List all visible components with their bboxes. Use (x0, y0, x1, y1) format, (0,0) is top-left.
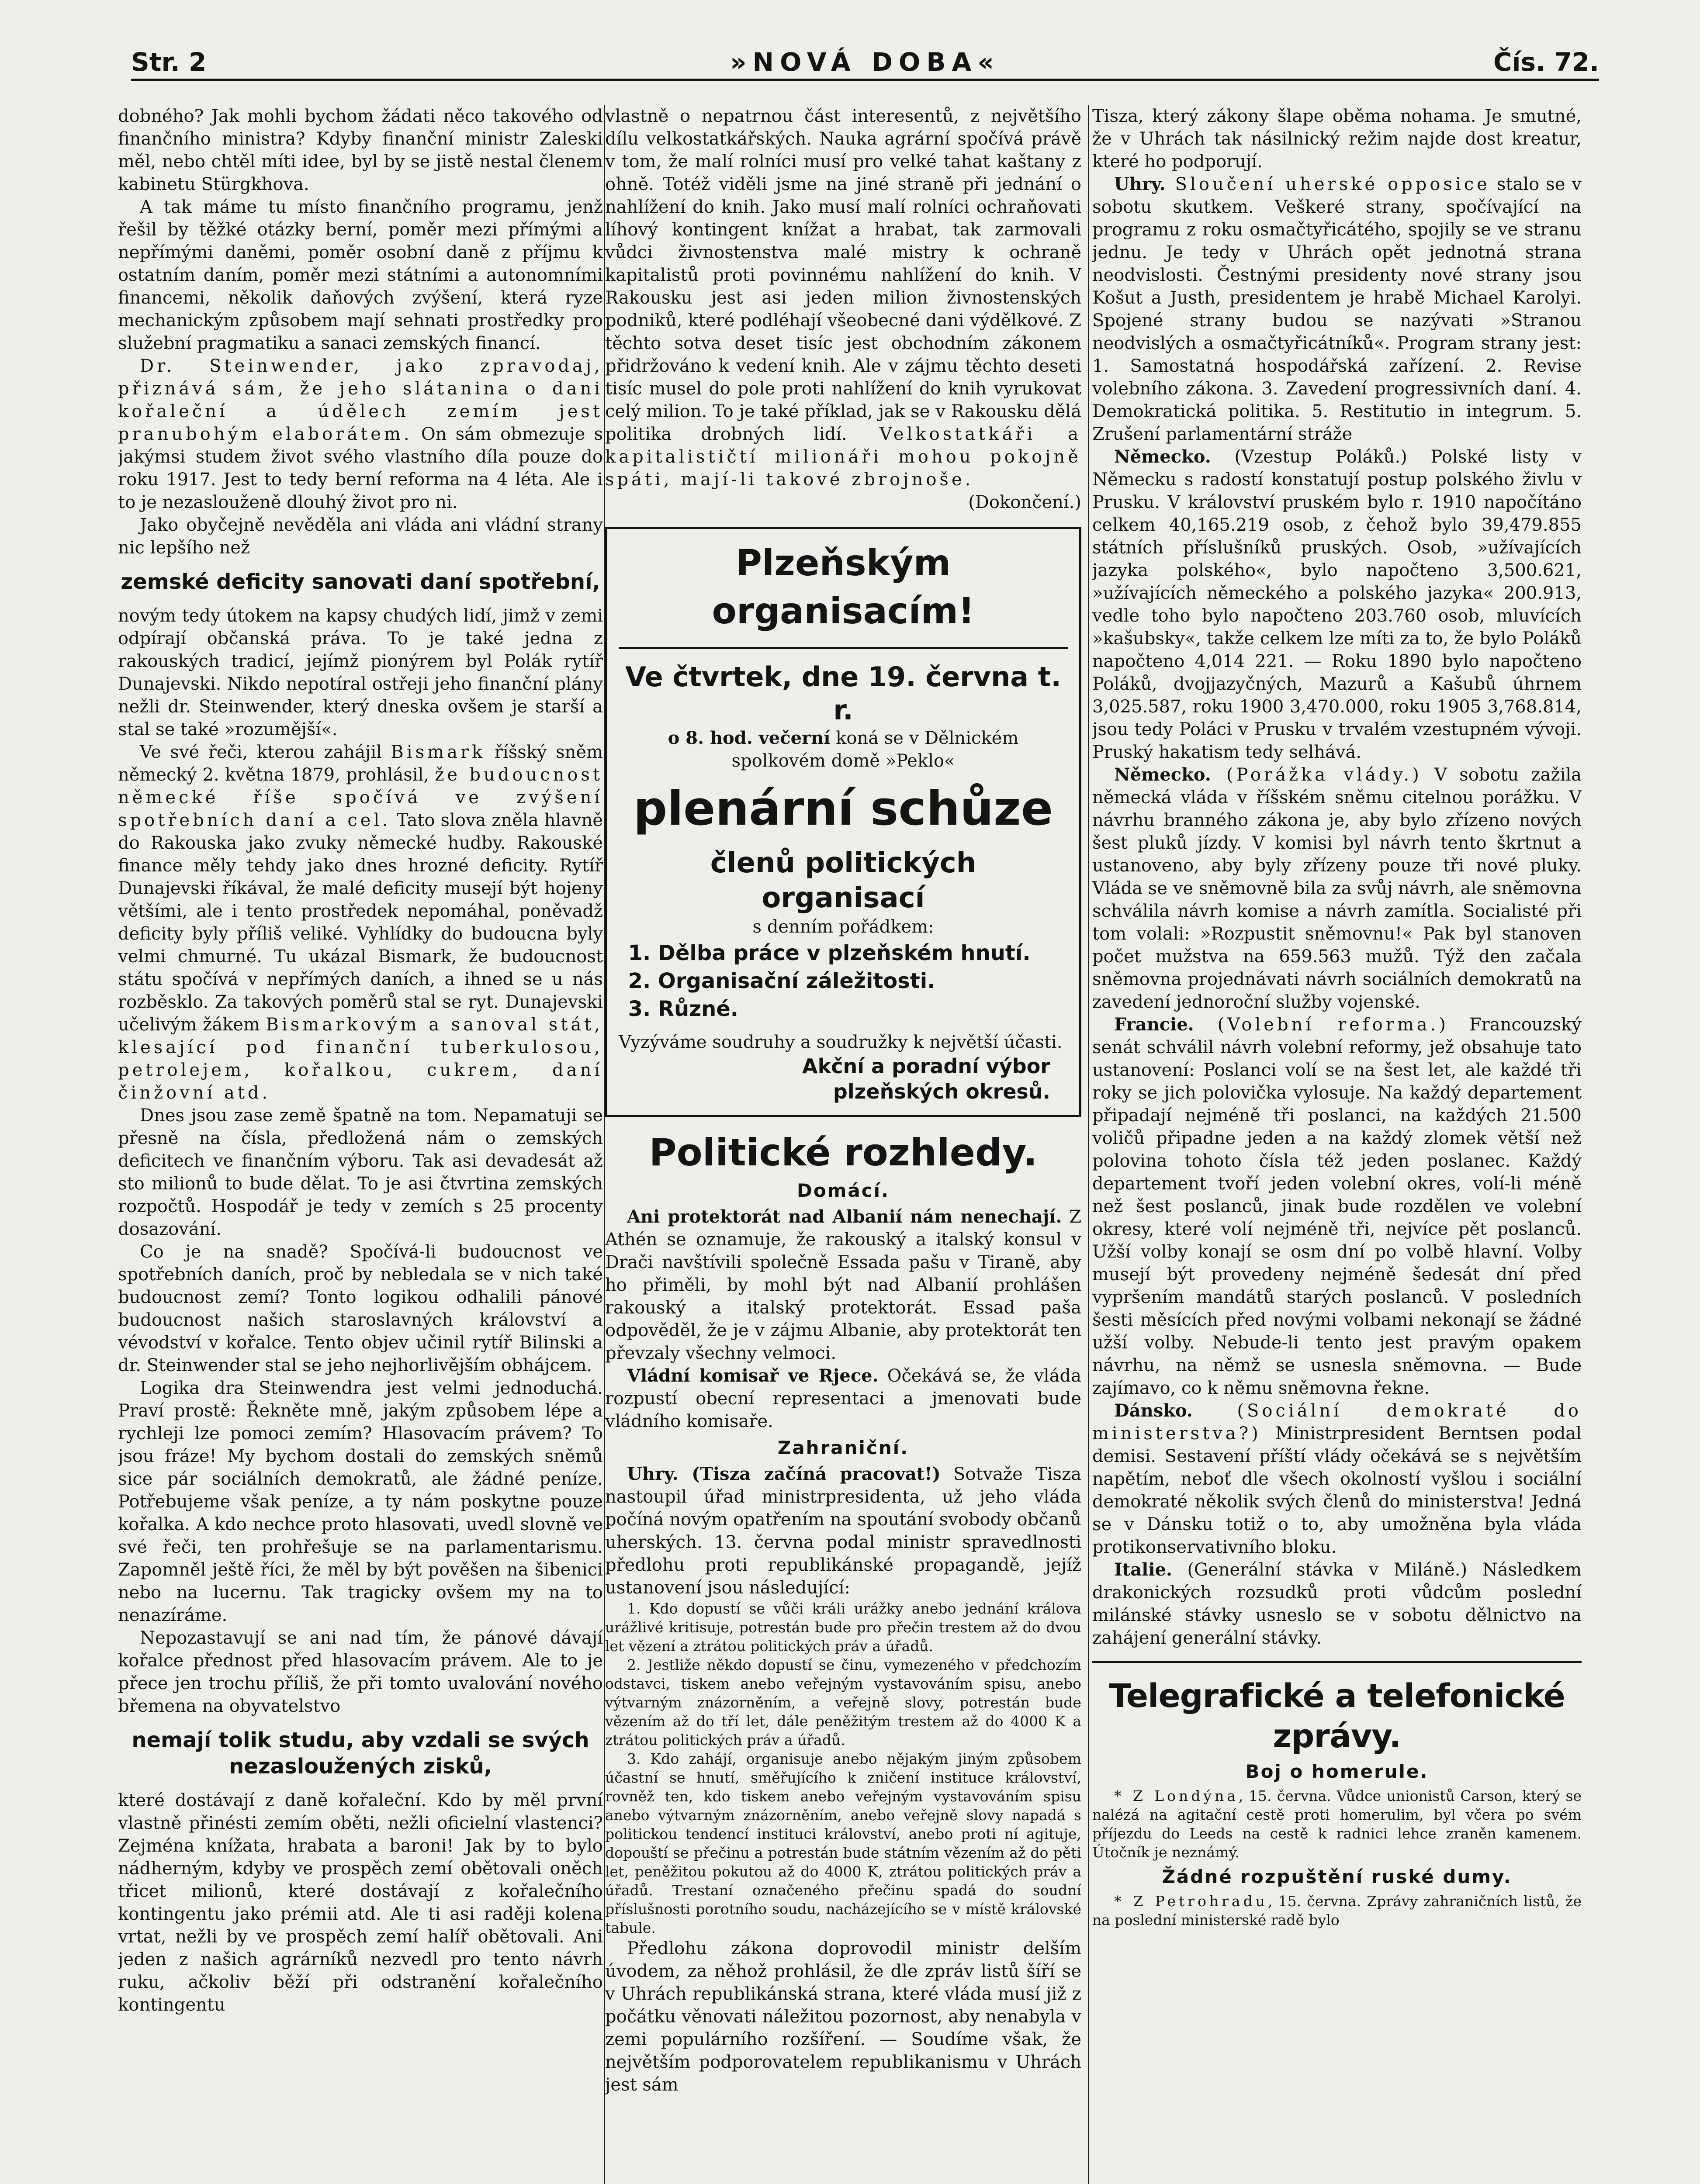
announcement-event: plenární schůze (633, 781, 1053, 836)
text: On sám obmezuje s jakýmsi studem život svého vlastního díla pouze do roku 1917. Jest to tedy berní reforma na 4 léta. Ale i to je nezaslouženě dlouhý život pro ni. (118, 424, 603, 512)
item-heading: Německo. (1114, 764, 1211, 785)
paragraph (118, 741, 603, 1104)
masthead: »NOVÁ DOBA« (730, 47, 1000, 77)
paragraph (1092, 764, 1582, 1013)
text: , 15. června. Zprávy zahraničních listů, že na poslední ministerské radě bylo (1092, 1893, 1582, 1928)
divider (619, 647, 1068, 649)
column-divider (1088, 105, 1089, 2184)
text: Tato slova zněla hlavně do Rakouska jako zvuky německé hudby. Rakouské finance měly tehdy jako dnes hrozné deficity. Rytíř Dunajevski říkával, že malé deficity musejí být hojeny většími, ale i tento prostředek nepomáhal, poněvadž deficity byly příliš veliké. Vyhlídky do budoucna byly velmi chmurné. Tu ukázal Bismark, že budoucnost státu spočívá v nepřímých daních, a ihned se u nás rozběsklo. Za takových poměrů stal se ryt. Dunajevski učelivým žákem (118, 810, 603, 1035)
text: Polské listy v Německu s radostí konstatují postup polského živlu v Prusku. V království pruském bylo r. 1910 napočítáno celkem 40,165.219 osob, z čehož bylo 39,479.855 státních příslušníků pruských. Osob, »užívajících jazyka polského«, bylo napočteno 3,500.621, »užívajících německého a polského jazyka« 200.913, vedle toho bylo napočteno 203.760 osob, mluvících »kašubsky«, takže celkem lze míti za to, že bylo Poláků napočteno 4,014 221. — Roku 1890 bylo napočteno Poláků, dvojjazyčných, Mazurů a Kašubů úhrnem 3,025.587, roku 1900 3,470.000, roku 1905 3,768.814, jsou tedy Poláci v Prusku v trvalém vzestupném vývoji. Pruský hakatism tedy selhává. (1092, 447, 1582, 762)
text: stalo se v sobotu skutkem. Veškeré strany, spočívající na programu z roku osmačtyřicátého, spojily se ve stranu jednu. Je tedy v Uhrách opět jednotná strana neodvislosti. Čestnými presidenty nové strany jsou Košut a Justh, presidentem je hrabě Michael Karolyi. Spojené strany budou se nazývati »Stranou neodvislých a osmačtyřicátníků«. Program strany jest: 1. Samostatná hospodářská zařízení. 2. Revise volebního zákona. 3. Zavedení progressivních daní. 4. Demokratická politika. 5. Restitutio in integrum. 5. Zrušení parlamentární stráže (1092, 174, 1582, 444)
law-paragraph: 3. Kdo zahájí, organisuje anebo nějakým jiným způsobem účastní se hnutí, směřujícího k zničení instituce království, rovněž ten, kdo tiskem anebo veřejným vystavováním spisu anebo výtvarným znázorněním, anebo veřejně slovy napadá s politickou tendencí instituci království, anebo proti ní agituje, dopouští se přečinu a potrestán bude státním vězením až do pěti let, peněžitou pokutou až do 4000 K, ztrátou politických práv a úřadů. Trestaní označeného přečinu spadá do soudní příslušnosti porotního soudu, nacházejícího se v místě královské tabule. (605, 1750, 1081, 1936)
text: Sotvaže Tisza nastoupil úřad ministrpresidenta, už jeho vláda počíná novým opatřením na spoutání svobody občanů uherských. 13. června podal ministr spravedlnosti předlohu proti republikánské propagandě, jejíž ustanovení jsou následující: (605, 1464, 1081, 1598)
announcement-date: Ve čtvrtek, dne 19. června t. r. (625, 661, 1061, 726)
text: Ve své řeči, kterou zahájil (140, 742, 391, 762)
text: Následkem drakonických rozsudků proti vůdcům poslední milánské stávky usneslo se v sobotu dělnictvo na zahájení generální stávky. (1092, 1560, 1582, 1648)
agenda-intro: s denním pořádkem: (752, 917, 934, 937)
agenda-item: 2. Organisační záležitosti. (658, 968, 1068, 994)
spaced-text: (Porážka vlády.) (1211, 765, 1422, 785)
paragraph (605, 1365, 1081, 1433)
paragraph: Předlohu zákona doprovodil ministr delším úvodem, za něhož prohlásil, že dle zpráv listů šíří se v Uhrách republikánská strana, které vláda musí již z počátku věnovati náležitou pozornost, aby nenabyla v zemi populárního rozšíření. — Soudíme však, že největším podporovatelem republikanismu v Uhrách jest sám (605, 1939, 1081, 2095)
paragraph: A tak máme tu místo finančního programu, jenž řešil by těžké otázky berní, poměr mezi přímými a nepřímými daněmi, poměr osobní daně z příjmu k ostatním daním, poměr mezi státními a autonomními financemi, několik daňových zvýšení, která ryze mechanickým způsobem mají sehnati prostředky pro služební pragmatiku a sanaci zemských financí. (118, 197, 603, 353)
agenda-item: 3. Různé. (658, 996, 1068, 1022)
paragraph: Tisza, který zákony šlape oběma nohama. Je smutné, že v Uhrách tak násilnický režim najde dost kreatur, které ho podporují. (1092, 106, 1582, 172)
paragraph: Jako obyčejně nevěděla ani vláda ani vládní strany nic lepšího než (118, 515, 603, 558)
signature: Akční a poradní výbor (802, 1054, 1050, 1078)
paragraph (1092, 446, 1582, 764)
dateline: * Z Londýna (1114, 1787, 1239, 1804)
text: vlastně o nepatrnou část interesentů, z největšího dílu velkostatkářských. Nauka agrární spočívá právě v tom, že malí rolníci musí pro velké tahat kaštany z ohně. Totéž viděli jsme na jiné straně při jednání o nahlížení do knih. Jako musí malí rolníci ochraňovati líhový kontingent knížat a hrabat, tak zarmovali vůdci živnostenstva malé mistry k ochraně kapitalistů proti povinnému nahlížení do knih. V Rakousku jest asi jeden milion živnostenských podniků, které podléhají všeobecné dani výdělkové. Z těchto sotva deset tisíc jest obchodním zákonem přidržováno k vedení knih. Ale v zájmu těchto deseti tisíc musel do pole proti nahlížení do knih vyrukovat celý milion. To je také příklad, jak se v Rakousku dělá politika drobných lidí. (605, 106, 1081, 444)
paragraph: Nepozastavují se ani nad tím, že pánové dávají kořalce přednost před hlasovacím právem. Ale to je přece jen trochu příliš, že při tomto uvalování nového břemena na obyvatelstvo (118, 1628, 603, 1716)
paragraph (605, 1206, 1081, 1365)
section-title: Telegrafické a telefonické zprávy. (1109, 1677, 1565, 1755)
spaced-text: (Volební reforma.) (1194, 1015, 1449, 1035)
column-2 (605, 105, 1081, 2184)
issue-number: Čís. 72. (1493, 47, 1599, 77)
announcement-box (605, 527, 1081, 1117)
paragraph: dobného? Jak mohli bychom žádati něco takového od finančního ministra? Kdyby finanční ministr Zaleski měl, nebo chtěl míti idee, byl by se jistě nestal členem kabinetu Stürgkhova. (118, 106, 603, 194)
agenda-list (619, 940, 1068, 1022)
spaced-text: (Sociální demokraté do ministerstva?) (1092, 1401, 1582, 1444)
section-title: Politické rozhledy. (649, 1131, 1038, 1175)
paragraph (1092, 173, 1582, 446)
item-heading: Dánsko. (1114, 1400, 1193, 1421)
paragraph: které dostávají z daně kořaleční. Kdo by měl první vlastně přinésti zemím oběti, nežli oficielní vlastenci? Zejména knížata, hrabata a baroni! Jak by to bylo nádherným, kdyby ve prospěch zemí obětovali oněch třicet milionů, které dostávají z kořalečního kontingentu jako prémii atd. Ale ti asi raději kolena vrtat, nežli by ve prospěch zemí halíř obětovali. Ani jeden z našich agrárníků nezvedl pro tento návrh ruku, ačkoliv běží při odstranění kořalečního kontingentu (118, 1790, 603, 2015)
announcement-venue (619, 727, 1068, 772)
continued-note: (Dokončení.) (968, 492, 1081, 512)
text: (Generální stávka v Miláně.) (1172, 1560, 1468, 1580)
spaced-text: Bismarkovým a sanoval stát, klesající pod finanční tuberkulosou, petrolejem, kořalkou, cukrem, daní činžovní atd. (118, 1015, 603, 1103)
paragraph: novým tedy útokem na kapsy chudých lidí, jimž v zemi odpírají občanská práva. To je také jedna z rakouských tradicí, jejímž pionýrem byl Polák rytíř Dunajevski. Nikdo nepotíral ostřeji jeho finanční plány nežli dr. Steinwender, který dneska ovšem je starší a stal se také »rozumější«. (118, 606, 603, 740)
text: říšský sněm německý 2. května 1879, prohlásil, (118, 742, 603, 785)
spaced-text: že budoucnost německé říše spočívá ve zvýšení spotřebních daní a cel. (118, 765, 603, 830)
text: koná se v Dělnickém spolkovém domě »Peklo« (731, 728, 1019, 771)
law-paragraph: 2. Jestliže někdo dopustí se činu, vymezeného v předchozím odstavci, tiskem anebo veřejným vystavováním spisu, anebo výtvarným znázorněním, a veřejně slovy, potrestán bude vězením až do tří let, dále peněžitým trestem až do 4000 K a ztrátou politických práv a úřadů. (605, 1656, 1081, 1749)
paragraph (1092, 1559, 1582, 1649)
item-heading: Vládní komisař ve Rjece. (627, 1365, 879, 1386)
paragraph (605, 105, 1081, 491)
column-1 (118, 105, 603, 2184)
spaced-text: Velkostatkáři a kapitalističtí milionáři mohou pokojně spáti, mají-li takové zbrojnoše. (605, 424, 1081, 490)
page-number: Str. 2 (131, 47, 207, 77)
page-header (131, 39, 1599, 81)
signature: plzeňských okresů. (833, 1080, 1050, 1103)
item-heading: Italie. (1114, 1559, 1172, 1580)
spaced-text: Dr. Steinwender, jako zpravodaj, přiznává sám, že jeho slátanina o dani kořaleční a údělech zemím jest pranubohým elaborátem. (118, 356, 603, 444)
section-subtitle: Žádné rozpuštění ruské dumy. (1162, 1866, 1512, 1887)
text: Francouzský senát schválil návrh volební reformy, jež obsahuje tato ustanovení: Poslanci volí se na šest let, ale každé tři roky se jich polovička vylosuje. Na každý departement připadají nejméně tři poslanci, na každých 21.500 voličů připadne jeden a na každý zlomek větší než polovina tohoto čísla též jeden poslanec. Každý departement tvoří jeden volební okres, volí-li méně než šest poslanců, jinak bude rozdělen ve volební okresy, které volí nejméně tři, nejvíce pět poslanců. Užší volby konají se osm dní po volbě hlavní. Volby musejí být provedeny nejméně šedesát dní před vypršením mandátů starých poslanců. V posledních šesti měsících před novými volbami nekonají se žádné užší volby. Nebude-li tento jest pravým opakem návrhu, na němž se usnesla sněmovna. — Bude zajímavo, co k němu sněmovna řekne. (1092, 1015, 1582, 1398)
paragraph (605, 1463, 1081, 1599)
news-item (1092, 1892, 1582, 1929)
agenda-item: 1. Dělba práce v plzeňském hnutí. (658, 940, 1068, 966)
spaced-text: Sloučení uherské opposice (1165, 174, 1490, 194)
section-subtitle: Zahraniční. (777, 1437, 909, 1458)
text: , 15. června. Vůdce unionistů Carson, který se nalézá na agitační cestě proti homerulim, byl včera po svém příjezdu do Leeds na cestě k radnici lehce zraněn kamenem. Útočník je neznámý. (1092, 1787, 1582, 1861)
text: Z Athén se oznamuje, že rakouský a italský konsul v Drači navštívili společně Essada pašu v Tiraně, aby ho přiměli, by mohl být nad Albanií prohlášen rakouský a italský protektorát. Essad paša odpověděl, že je v zájmu Albanie, aby protektorát ten převzaly všechny velmoci. (605, 1207, 1081, 1363)
subheading: zemské deficity sanovati daní spotřební, (121, 570, 600, 594)
subheading: nemají tolik studu, aby vzdali se svých nezasloužených zisků, (132, 1728, 589, 1779)
text: Ministrpresident Berntsen podal demisi. Sestavení příští vlády očekává se s největším napětím, neboť dle všech okolností vyšlou i sociální demokraté několik svých členů do ministerstva! Jedná se v Dánsku totiž o to, aby umožněna byla vláda protikonservativního bloku. (1092, 1424, 1582, 1557)
text: V sobotu zažila německá vláda v říšském sněmu citelnou porážku. V návrhu branného zákona je, aby bylo zřízeno nových šest pluků jízdy. V komisi byl návrh tento škrtnut a ustanoveno, aby byly zřízeny pouze tři nové pluky. Vláda se ve sněmovně bila za svůj návrh, ale sněmovna schválila návrh komise a návrh zamítla. Socialisté při tom volali: »Rozpustit sněmovnu!« Pak byl stanoven počet mužstva na 659.563 mužů. Týž den začala sněmovna projednávati návrh sociálních demokratů na zavedení jednoroční služby vojenské. (1092, 765, 1582, 1012)
item-heading: Německo. (1114, 446, 1211, 467)
law-paragraph: 1. Kdo dopustí se vůči králi urážky anebo jednání králova urážlivé kritisuje, potrestán bude pro přečin trestem až do dvou let vězení a ztrátou politických práv a úřadů. (605, 1600, 1081, 1655)
text: (Vzestup Poláků.) (1211, 447, 1407, 467)
announcement-time: o 8. hod. večerní (668, 728, 831, 748)
item-heading: Francie. (1114, 1014, 1194, 1035)
dateline: * Z Petrohradu (1114, 1893, 1268, 1910)
paragraph (1092, 1013, 1582, 1400)
news-item (1092, 1787, 1582, 1862)
paragraph: Dnes jsou zase země špatně na tom. Nepamatuji se přesně na čísla, předložená nám o zemských deficitech ve finančním výboru. Tak asi devadesát až sto milionů to bude dělat. To je asi čtvrtina zemských rozpočtů. Hospodář je tedy v zemích s 25 procenty dosazování. (118, 1106, 603, 1239)
spaced-text: Bismark (391, 742, 486, 762)
announcement-title: Plzeňským organisacím! (712, 543, 975, 632)
item-heading: Ani protektorát nad Albanií nám nenechají. (627, 1206, 1062, 1227)
announcement-line: členů politických (710, 847, 976, 879)
announcement-line: organisací (762, 882, 925, 914)
paragraph (1092, 1400, 1582, 1559)
item-heading: Uhry. (1114, 174, 1166, 194)
item-heading: Uhry. (Tisza začíná pracovat!) (627, 1464, 941, 1484)
divider (1092, 1661, 1582, 1663)
section-subtitle: Domácí. (796, 1180, 890, 1201)
paragraph: Logika dra Steinwendra jest velmi jednoduchá. Praví prostě: Řekněte mně, jakým způsobem lépe a rychleji lze pomoci zemím? Hlasovacím právem? To jsou fráze! My bychom dostali do zemských sněmů sice pár sociálních demokratů, ale žádné peníze. Potřebujeme však peníze, a ty nám poskytne pouze kořalka. A kdo nechce proto hlasovati, uvedl slovně ve své řeči, ten prohřešuje se na parlamentarismu. Zapomněl ještě říci, že měl by být pověšen na šibenici nebo na lucernu. Tak tragicky ovšem my na to nenazíráme. (118, 1378, 603, 1625)
text: Očekává se, že vláda rozpustí obecní representaci a jmenovati bude vládního komisaře. (605, 1366, 1081, 1431)
invitation: Vyzýváme soudruhy a soudružky k největší účasti. (619, 1032, 1063, 1052)
paragraph: Co je na snadě? Spočívá-li budoucnost ve spotřebních daních, proč by nebledala se v nich také budoucnost zemí? Tonto logikou odhalili pánové budoucnost našich staroslavných království a vévodství v kořalce. Tento objev učinil rytíř Bilinski a dr. Steinwender stal se jeho nejhorlivějším obhájcem. (118, 1242, 603, 1375)
section-subtitle: Boj o homerule. (1245, 1761, 1429, 1782)
column-3 (1092, 105, 1582, 2184)
paragraph (118, 355, 603, 514)
